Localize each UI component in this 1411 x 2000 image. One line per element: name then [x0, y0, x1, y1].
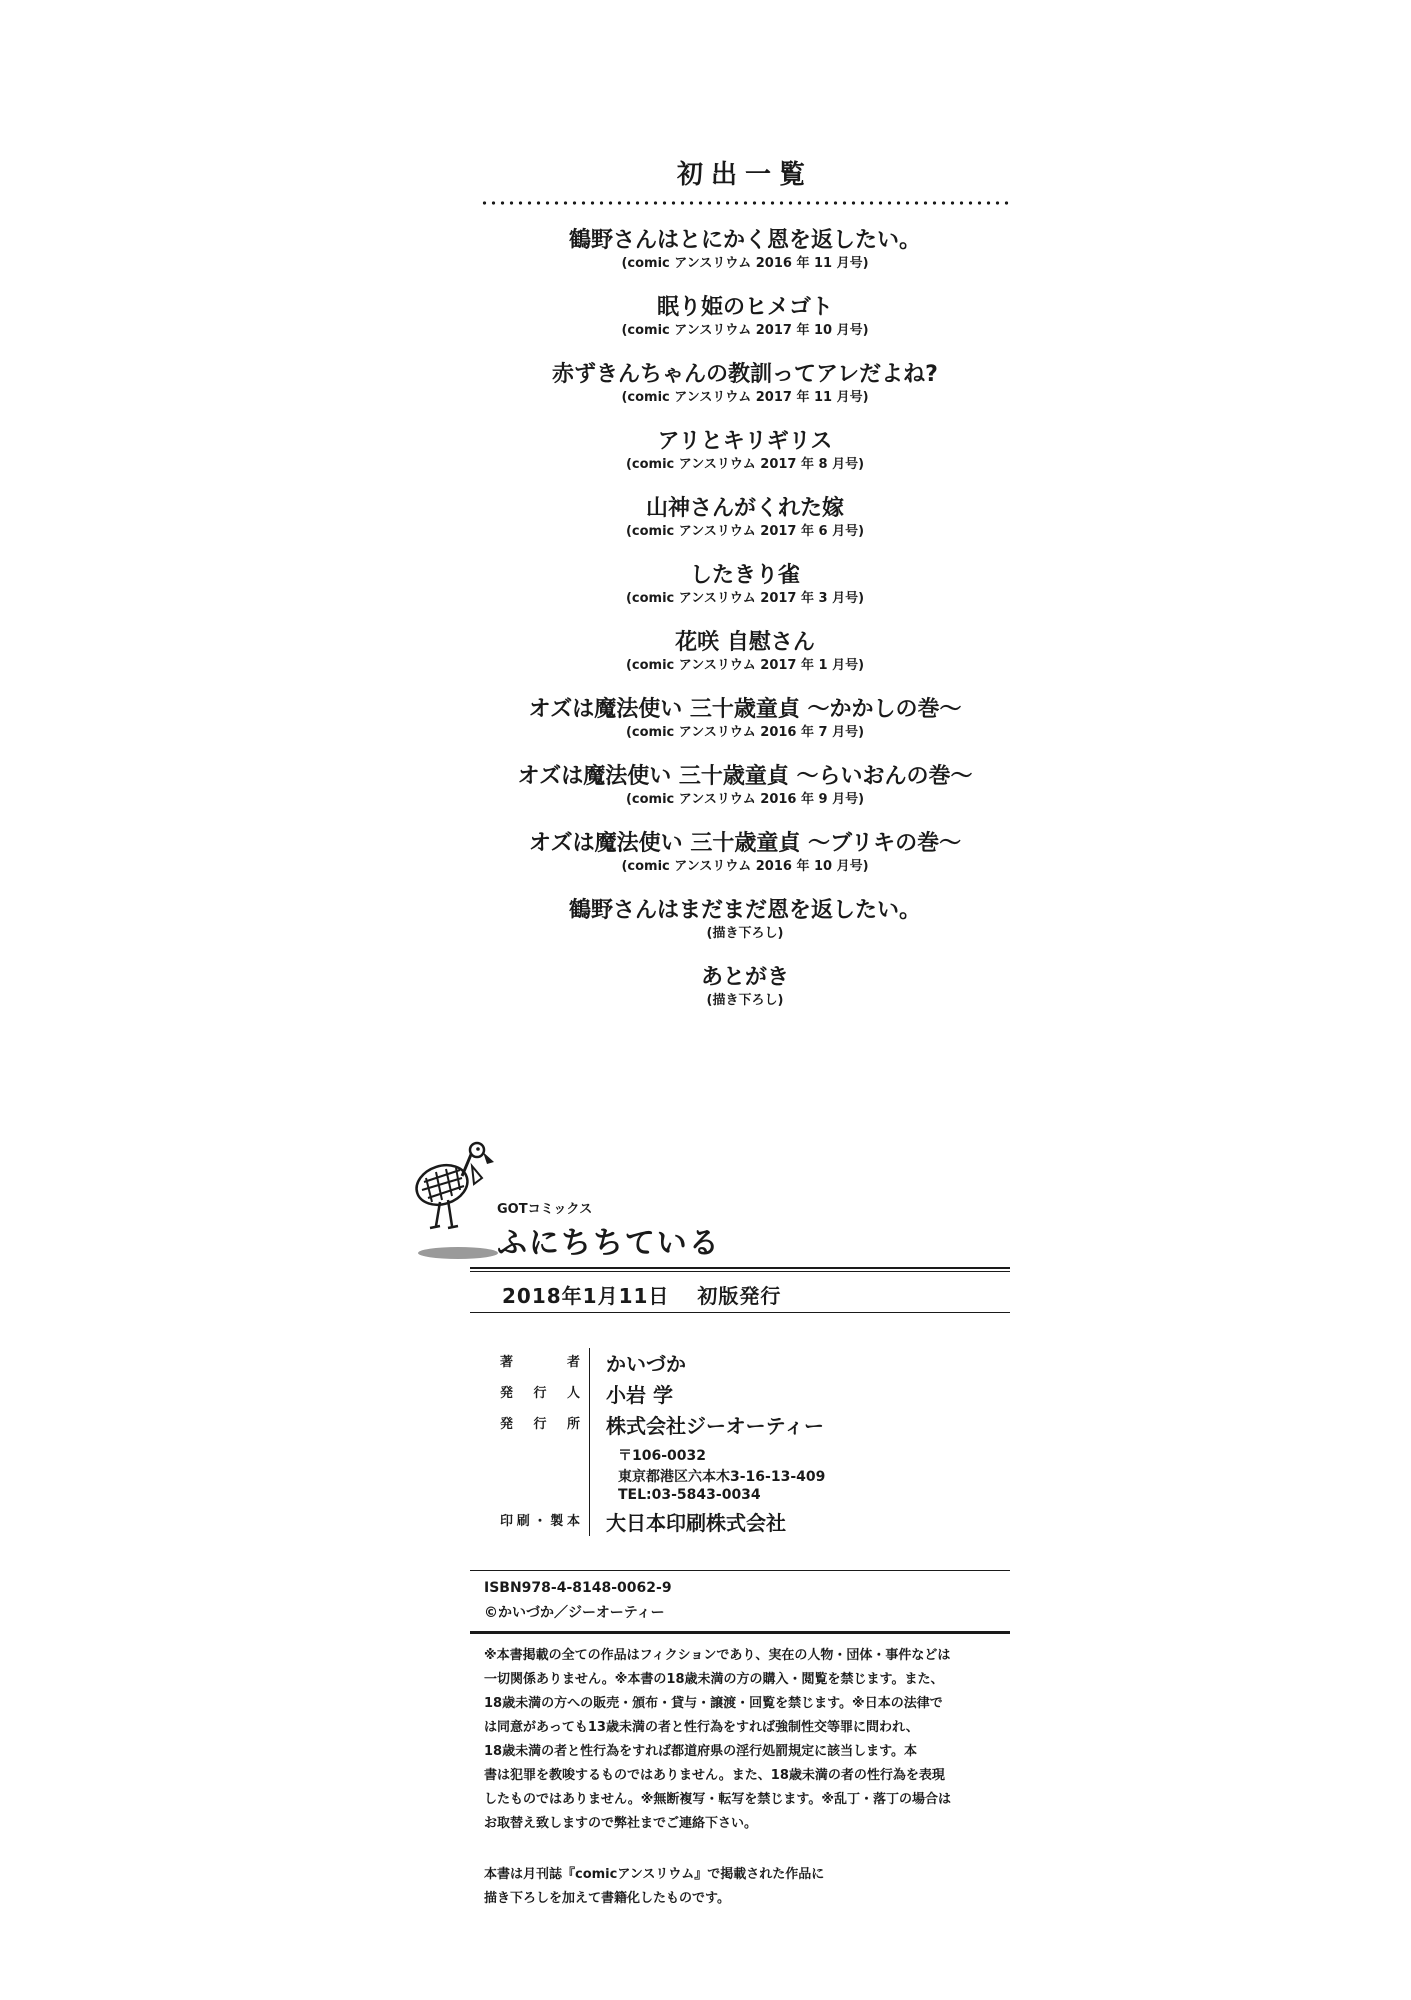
work-source: (comic アンスリウム 2017 年 11 月号) — [621, 390, 869, 405]
notice-line: 18歳未満の方への販売・頒布・貸与・譲渡・回覧を禁じます。※日本の法律で — [484, 1696, 943, 1711]
credit-value: 大日本印刷株式会社 — [606, 1511, 786, 1535]
date: 2018年1月11日 — [502, 1284, 670, 1308]
divider — [470, 1267, 1010, 1269]
list-item — [480, 428, 1010, 495]
notice-line: お取替え致しますので弊社までご連絡下さい。 — [484, 1816, 758, 1831]
credit-label: 著 者 — [500, 1355, 580, 1370]
work-source: (描き下ろし) — [706, 926, 784, 941]
list-item — [480, 629, 1010, 696]
work-title: 鶴野さんはとにかく恩を返したい。 — [568, 228, 921, 253]
telephone: TEL:03-5843-0034 — [618, 1487, 761, 1503]
credit-row-printer — [500, 1507, 1000, 1538]
work-title: 赤ずきんちゃんの教訓ってアレだよね? — [552, 362, 938, 387]
work-source: (comic アンスリウム 2017 年 6 月号) — [625, 524, 865, 539]
credit-row-author — [500, 1348, 1000, 1379]
isbn: ISBN978-4-8148-0062-9 — [484, 1580, 672, 1596]
work-title: オズは魔法使い 三十歳童貞 ～ブリキの巻～ — [528, 831, 962, 856]
divider — [470, 1271, 1010, 1272]
work-title: 花咲 自慰さん — [675, 630, 815, 655]
work-source: (comic アンスリウム 2017 年 3 月号) — [625, 591, 865, 606]
work-title: したきり雀 — [689, 563, 800, 588]
notice-line: は同意があっても13歳未満の者と性行為をすれば強制性交等罪に問われ、 — [484, 1720, 919, 1735]
list-item — [480, 830, 1010, 897]
book-title: ふにちちている — [497, 1226, 721, 1261]
credits — [500, 1348, 1000, 1538]
list-item — [480, 294, 1010, 361]
publication-date — [502, 1280, 781, 1309]
divider — [470, 1631, 1010, 1634]
work-source: (描き下ろし) — [706, 993, 784, 1008]
notice-line: 18歳未満の者と性行為をすれば都道府県の淫行処罰規定に該当します。本 — [484, 1744, 918, 1759]
notice-line: したものではありません。※無断複写・転写を禁じます。※乱丁・落丁の場合は — [484, 1792, 952, 1807]
divider — [470, 1570, 1010, 1571]
notice-line: ※本書掲載の全ての作品はフィクションであり、実在の人物・団体・事件などは — [484, 1648, 951, 1663]
publisher-address — [500, 1441, 1000, 1507]
work-title: あとがき — [700, 965, 789, 990]
toc-title: 初出一覧 — [676, 160, 813, 190]
note-line: 描き下ろしを加えて書籍化したものです。 — [484, 1891, 730, 1906]
legal-notice — [484, 1644, 1004, 1836]
list-item — [480, 897, 1010, 964]
list-item — [480, 227, 1010, 294]
work-title: アリとキリギリス — [657, 429, 833, 454]
toc-list — [480, 227, 1010, 1031]
list-item — [480, 562, 1010, 629]
work-source: (comic アンスリウム 2016 年 9 月号) — [625, 792, 865, 807]
work-title: 山神さんがくれた嫁 — [645, 496, 844, 521]
work-source: (comic アンスリウム 2016 年 7 月号) — [625, 725, 865, 740]
list-item — [480, 763, 1010, 830]
divider — [470, 1312, 1010, 1313]
publication-note — [484, 1863, 1004, 1911]
credit-value: 小岩 学 — [606, 1383, 673, 1407]
dotted-divider — [480, 201, 1010, 205]
credit-value: かいづか — [606, 1352, 686, 1376]
street-address: 東京都港区六本木3-16-13-409 — [618, 1469, 826, 1485]
credit-label: 発 行 所 — [500, 1417, 580, 1432]
postal-code: 〒106-0032 — [618, 1448, 706, 1464]
note-line: 本書は月刊誌『comicアンスリウム』で掲載された作品に — [484, 1867, 825, 1882]
bird-logo-icon — [410, 1140, 510, 1260]
work-source: (comic アンスリウム 2016 年 10 月号) — [621, 859, 869, 874]
copyright: ©かいづか／ジーオーティー — [484, 1605, 665, 1621]
notice-line: 書は犯罪を教唆するものではありません。また、18歳未満の者の性行為を表現 — [484, 1768, 945, 1783]
credit-value: 株式会社ジーオーティー — [606, 1414, 824, 1438]
list-item — [480, 964, 1010, 1031]
credit-label: 印刷・製本 — [500, 1514, 580, 1529]
work-title: 眠り姫のヒメゴト — [656, 295, 833, 320]
notice-line: 一切関係ありません。※本書の18歳未満の方の購入・閲覧を禁じます。また、 — [484, 1672, 944, 1687]
credit-row-publisher — [500, 1410, 1000, 1441]
work-title: オズは魔法使い 三十歳童貞 ～らいおんの巻～ — [517, 764, 973, 789]
series-name: GOTコミックス — [497, 1202, 593, 1217]
edition: 初版発行 — [697, 1284, 782, 1308]
credit-row-publisher-person — [500, 1379, 1000, 1410]
work-source: (comic アンスリウム 2017 年 10 月号) — [621, 323, 869, 338]
work-source: (comic アンスリウム 2016 年 11 月号) — [621, 256, 869, 271]
work-source: (comic アンスリウム 2017 年 8 月号) — [625, 457, 865, 472]
list-item — [480, 495, 1010, 562]
work-title: オズは魔法使い 三十歳童貞 ～かかしの巻～ — [528, 697, 962, 722]
list-item — [480, 696, 1010, 763]
work-source: (comic アンスリウム 2017 年 1 月号) — [625, 658, 865, 673]
list-item — [480, 361, 1010, 428]
work-title: 鶴野さんはまだまだ恩を返したい。 — [568, 898, 921, 923]
credit-label: 発 行 人 — [500, 1386, 580, 1401]
first-appearance-list — [480, 155, 1010, 1031]
